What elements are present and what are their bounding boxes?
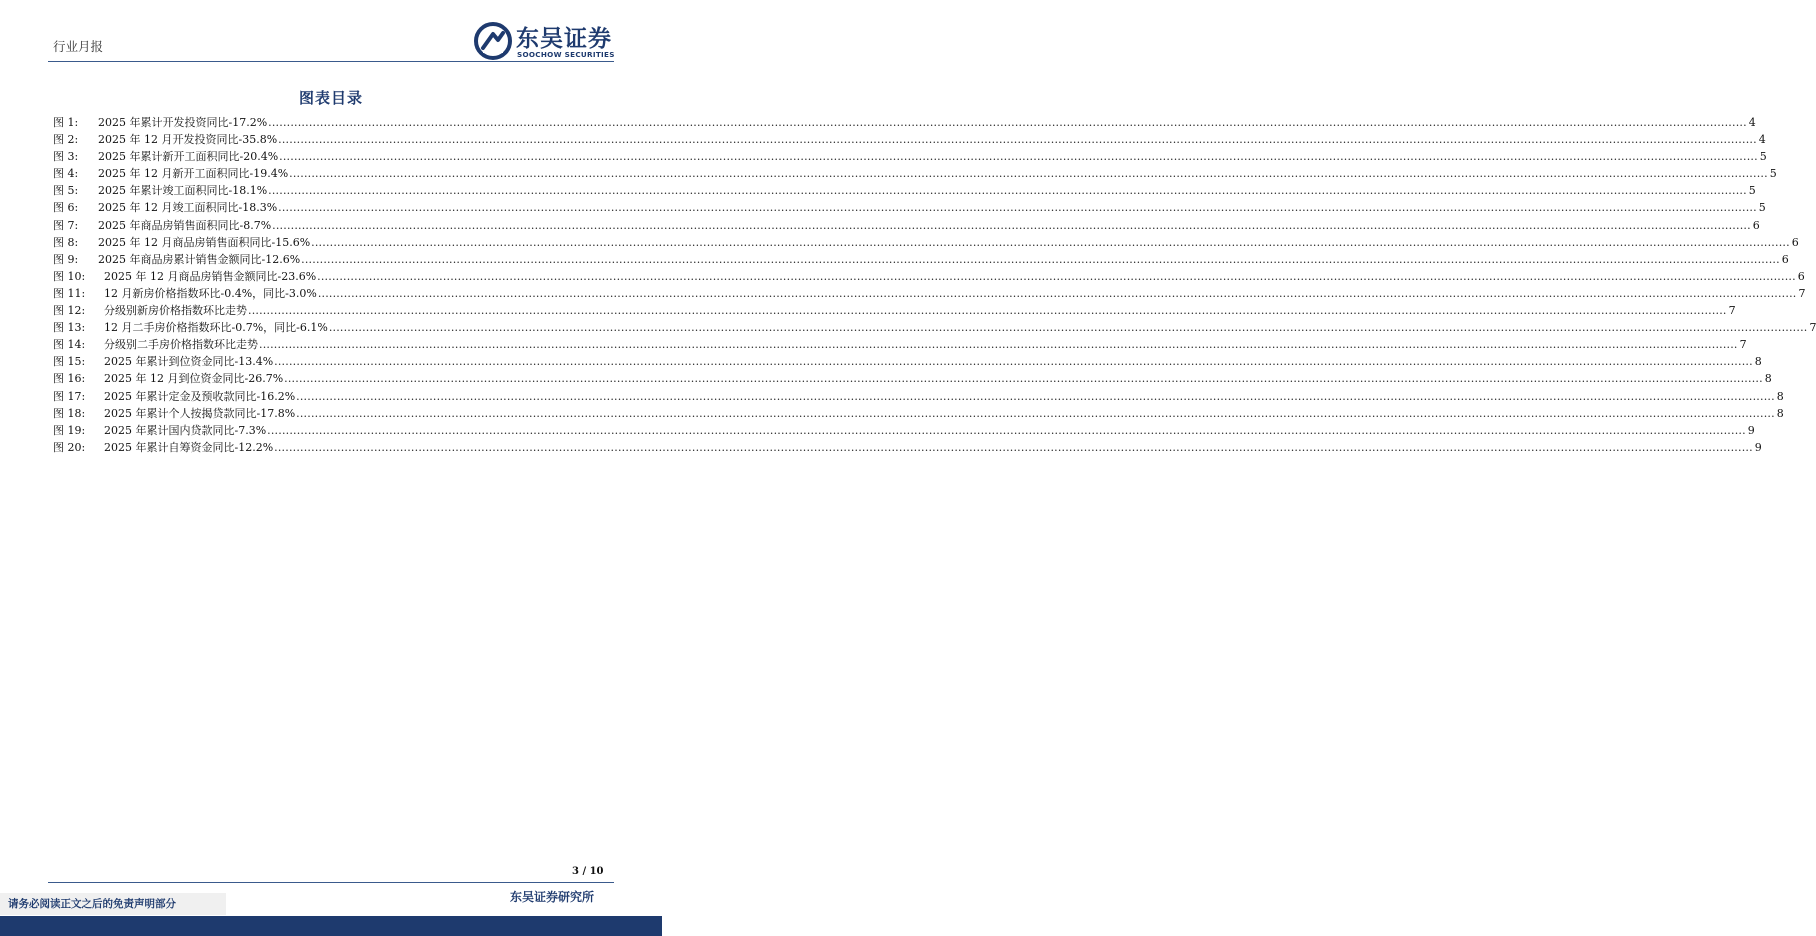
toc-item-title[interactable]: 2025 年累计个人按揭贷款同比-17.8% [104, 406, 296, 420]
toc-item[interactable] [53, 131, 1766, 148]
toc-leader-dots: ................................................................................................................................................................................................................................................................................................................................................................................................................ [278, 133, 1757, 147]
toc-item-page: 9 [1754, 440, 1762, 454]
toc-item-label: 图 10: [53, 269, 86, 283]
toc-item-page: 4 [1748, 116, 1756, 129]
toc-leader-dots: ................................................................................................................................................................................................................................................................................................................................................................................................................ [311, 235, 1790, 249]
toc-item-title[interactable]: 2025 年 12 月开发投资同比-35.8% [98, 133, 278, 147]
toc-item-title[interactable]: 2025 年商品房累计销售金额同比-12.6% [98, 252, 301, 266]
toc-leader-dots: ................................................................................................................................................................................................................................................................................................................................................................................................................ [289, 167, 1768, 181]
toc-item-page: 7 [1739, 338, 1747, 352]
toc-leader-dots: ................................................................................................................................................................................................................................................................................................................................................................................................................ [268, 116, 1747, 129]
toc-item-label: 图 12: [53, 304, 86, 318]
toc-item-page: 6 [1781, 252, 1789, 266]
bottom-band [0, 916, 662, 936]
toc-item-title[interactable]: 2025 年 12 月商品房销售金额同比-23.6% [104, 269, 317, 283]
toc-item-label: 图 13: [53, 321, 86, 335]
toc-item-title[interactable]: 2025 年 12 月商品房销售面积同比-15.6% [98, 235, 311, 249]
toc-leader-dots: ................................................................................................................................................................................................................................................................................................................................................................................................................ [274, 355, 1753, 369]
toc-item-label: 图 2: [53, 133, 79, 147]
toc-leader-dots: ................................................................................................................................................................................................................................................................................................................................................................................................................ [328, 321, 1808, 335]
toc-leader-dots: ................................................................................................................................................................................................................................................................................................................................................................................................................ [248, 304, 1727, 318]
toc-item-label: 图 5: [53, 184, 79, 198]
toc-leader-dots: ................................................................................................................................................................................................................................................................................................................................................................................................................ [317, 286, 1797, 300]
toc-item-title[interactable]: 2025 年累计国内贷款同比-7.3% [104, 423, 267, 437]
table-of-figures [53, 114, 1816, 456]
toc-leader-dots: ................................................................................................................................................................................................................................................................................................................................................................................................................ [279, 150, 1758, 164]
toc-item[interactable] [53, 285, 1806, 302]
toc-item-title[interactable]: 12 月二手房价格指数环比-0.7%，同比-6.1% [104, 321, 328, 335]
toc-item-page: 5 [1748, 184, 1756, 198]
toc-item-page: 5 [1769, 167, 1777, 181]
toc-item[interactable] [53, 114, 1756, 131]
toc-leader-dots: ................................................................................................................................................................................................................................................................................................................................................................................................................ [296, 389, 1775, 403]
soochow-logo-icon [474, 22, 512, 60]
toc-item[interactable] [53, 199, 1766, 216]
toc-item[interactable] [53, 217, 1760, 234]
toc-item-title[interactable]: 2025 年累计新开工面积同比-20.4% [98, 150, 279, 164]
logo-english-name: SOOCHOW SECURITIES [517, 50, 615, 59]
report-type-label: 行业月报 [53, 39, 104, 54]
toc-item-label: 图 18: [53, 406, 86, 420]
toc-item-label: 图 19: [53, 423, 86, 437]
footer-brand: 东吴证券研究所 [510, 890, 595, 904]
toc-item-label: 图 20: [53, 440, 86, 454]
toc-item-page: 8 [1776, 389, 1784, 403]
toc-item-title[interactable]: 2025 年商品房销售面积同比-8.7% [98, 218, 272, 232]
toc-item[interactable] [53, 234, 1799, 251]
toc-item[interactable] [53, 422, 1755, 439]
toc-title: 图表目录 [298, 89, 363, 107]
logo-chinese-name: 东吴证券 [516, 26, 612, 52]
page-number: 3 / 10 [572, 866, 604, 877]
toc-item-title[interactable]: 分级别二手房价格指数环比走势 [104, 338, 258, 352]
toc-item[interactable] [53, 439, 1762, 456]
toc-item-title[interactable]: 2025 年 12 月到位资金同比-26.7% [104, 372, 284, 386]
toc-item-title[interactable]: 2025 年 12 月竣工面积同比-18.3% [98, 201, 278, 215]
toc-item-title[interactable]: 2025 年累计竣工面积同比-18.1% [98, 184, 268, 198]
disclaimer-text: 请务必阅读正文之后的免责声明部分 [8, 898, 176, 910]
toc-leader-dots: ................................................................................................................................................................................................................................................................................................................................................................................................................ [296, 406, 1775, 420]
toc-leader-dots: ................................................................................................................................................................................................................................................................................................................................................................................................................ [272, 218, 1751, 232]
toc-item-title[interactable]: 12 月新房价格指数环比-0.4%，同比-3.0% [104, 286, 317, 300]
toc-item-page: 7 [1809, 321, 1816, 335]
toc-leader-dots: ................................................................................................................................................................................................................................................................................................................................................................................................................ [317, 269, 1796, 283]
toc-item[interactable] [53, 319, 1816, 336]
toc-item-page: 6 [1752, 218, 1760, 232]
toc-item[interactable] [53, 165, 1777, 182]
toc-item-title[interactable]: 2025 年累计自筹资金同比-12.2% [104, 440, 274, 454]
toc-item-label: 图 8: [53, 235, 79, 249]
toc-item-page: 4 [1758, 133, 1766, 147]
toc-item[interactable] [53, 148, 1767, 165]
toc-item[interactable] [53, 388, 1784, 405]
company-logo [474, 22, 616, 60]
header-divider [48, 61, 614, 62]
toc-item-page: 7 [1728, 304, 1736, 318]
toc-item-label: 图 15: [53, 355, 86, 369]
toc-item-title[interactable]: 2025 年 12 月新开工面积同比-19.4% [98, 167, 289, 181]
toc-item[interactable] [53, 336, 1747, 353]
toc-item[interactable] [53, 182, 1756, 199]
toc-item-page: 5 [1759, 150, 1767, 164]
toc-item[interactable] [53, 370, 1772, 387]
toc-item-label: 图 3: [53, 150, 79, 164]
toc-leader-dots: ................................................................................................................................................................................................................................................................................................................................................................................................................ [274, 440, 1753, 454]
toc-item-page: 5 [1758, 201, 1766, 215]
toc-item-label: 图 9: [53, 252, 79, 266]
toc-item[interactable] [53, 251, 1789, 268]
toc-item-page: 8 [1764, 372, 1772, 386]
toc-item-page: 8 [1776, 406, 1784, 420]
toc-item-title[interactable]: 2025 年累计定金及预收款同比-16.2% [104, 389, 296, 403]
toc-item-label: 图 17: [53, 389, 86, 403]
toc-leader-dots: ................................................................................................................................................................................................................................................................................................................................................................................................................ [301, 252, 1780, 266]
toc-item[interactable] [53, 405, 1784, 422]
toc-item-label: 图 14: [53, 338, 86, 352]
toc-item-page: 6 [1791, 235, 1799, 249]
toc-item-title[interactable]: 分级别新房价格指数环比走势 [104, 304, 247, 318]
toc-item-label: 图 6: [53, 201, 79, 215]
toc-item-label: 图 7: [53, 218, 79, 232]
toc-item-page: 6 [1797, 269, 1805, 283]
toc-item[interactable] [53, 302, 1736, 319]
toc-item-label: 图 16: [53, 372, 86, 386]
toc-leader-dots: ................................................................................................................................................................................................................................................................................................................................................................................................................ [267, 423, 1746, 437]
toc-leader-dots: ................................................................................................................................................................................................................................................................................................................................................................................................................ [278, 201, 1757, 215]
toc-item-page: 7 [1798, 286, 1806, 300]
toc-leader-dots: ................................................................................................................................................................................................................................................................................................................................................................................................................ [259, 338, 1738, 352]
toc-item-title[interactable]: 2025 年累计开发投资同比-17.2% [98, 116, 268, 129]
toc-leader-dots: ................................................................................................................................................................................................................................................................................................................................................................................................................ [268, 184, 1747, 198]
toc-item-label: 图 1: [53, 116, 79, 129]
toc-item-title[interactable]: 2025 年累计到位资金同比-13.4% [104, 355, 274, 369]
disclaimer-bar [0, 893, 226, 915]
toc-item-page: 9 [1747, 423, 1755, 437]
toc-item-page: 8 [1754, 355, 1762, 369]
toc-item[interactable] [53, 353, 1762, 370]
toc-leader-dots: ................................................................................................................................................................................................................................................................................................................................................................................................................ [284, 372, 1763, 386]
footer-divider [48, 882, 614, 883]
toc-item[interactable] [53, 268, 1805, 285]
toc-item-label: 图 11: [53, 286, 86, 300]
toc-item-label: 图 4: [53, 167, 79, 181]
